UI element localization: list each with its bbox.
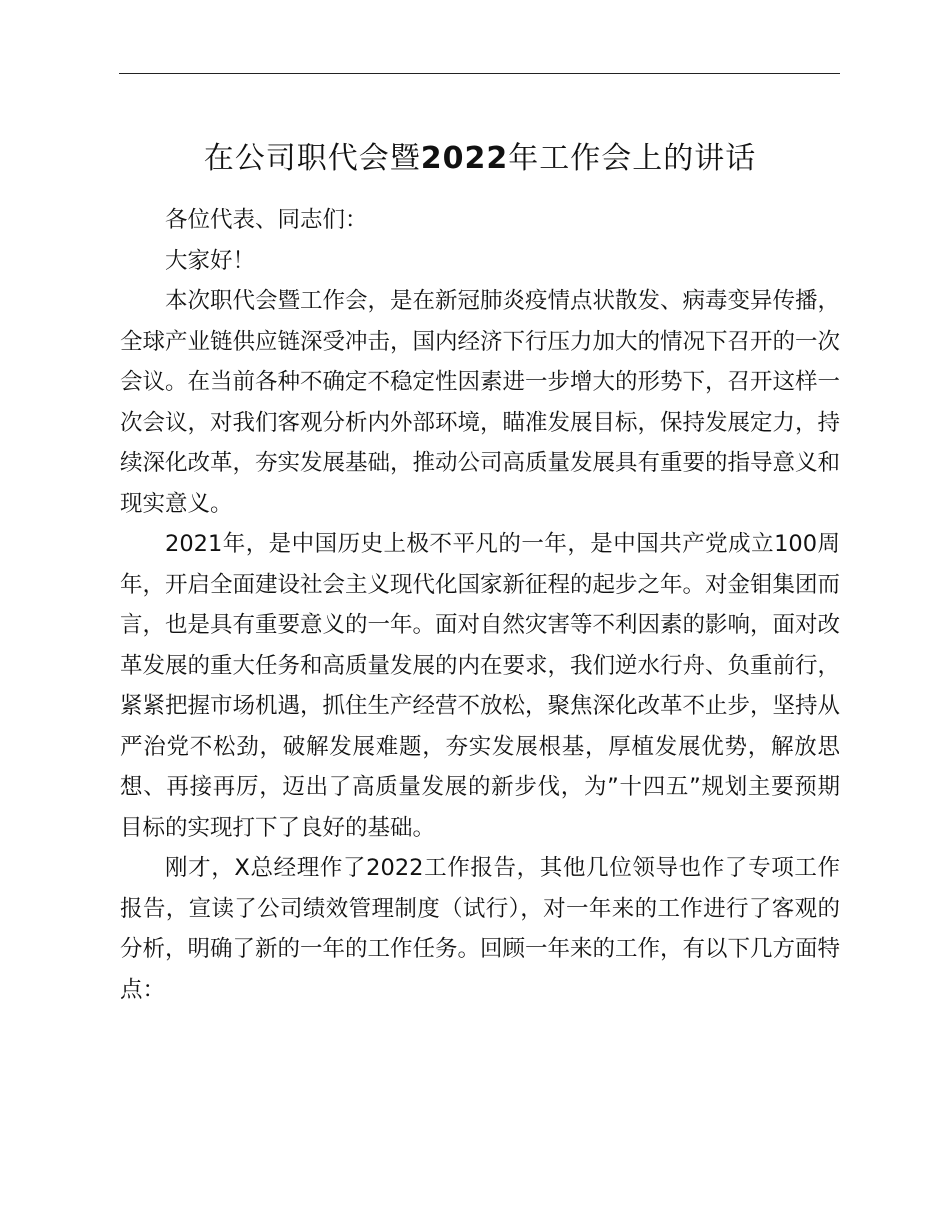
title-prefix: 在公司职代会暨 (203, 141, 421, 176)
title-suffix: 年工作会上的讲话 (508, 141, 757, 176)
title-year: 2022 (420, 141, 509, 176)
document-body (120, 132, 840, 1010)
salutation: 各位代表、同志们： (165, 207, 368, 233)
document-title (120, 132, 840, 186)
greeting: 大家好！ (165, 247, 256, 274)
paragraph-2: 2021年，是中国历史上极不平凡的一年，是中国共产党成立100周年，开启全面建设社会主义现代化国家新征程的起步之年。对金钼集团而言，也是具有重要意义的一年。面对自然灾害等不利因素的影响，面对改革发展的重大任务和高质量发展的内在要求，我们逆水行舟、负重前行，紧紧把握市场机遇，抓住生产经营不放松，聚焦深化改革不止步，坚持从严治党不松劲，破解发展难题，夯实发展根基，厚植发展优势，解放思想、再接再厉，迈出了高质量发展的新步伐，为”十四五”规划主要预期目标的实现打下了良好的基础。 (120, 531, 841, 841)
paragraph-3: 刚才，X总经理作了2022工作报告，其他几位领导也作了专项工作报告，宣读了公司绩效管理制度（试行），对一年来的工作进行了客观的分析，明确了新的一年的工作任务。回顾一年来的工作，有以下几方面特点： (120, 855, 841, 1003)
paragraph-1: 本次职代会暨工作会，是在新冠肺炎疫情点状散发、病毒变异传播，全球产业链供应链深受冲击，国内经济下行压力加大的情况下召开的一次会议。在当前各种不确定不稳定性因素进一步增大的形势下，召开这样一次会议，对我们客观分析内外部环境，瞄准发展目标，保持发展定力，持续深化改革，夯实发展基础，推动公司高质量发展具有重要的指导意义和现实意义。 (120, 288, 841, 517)
header-rule (119, 73, 840, 74)
